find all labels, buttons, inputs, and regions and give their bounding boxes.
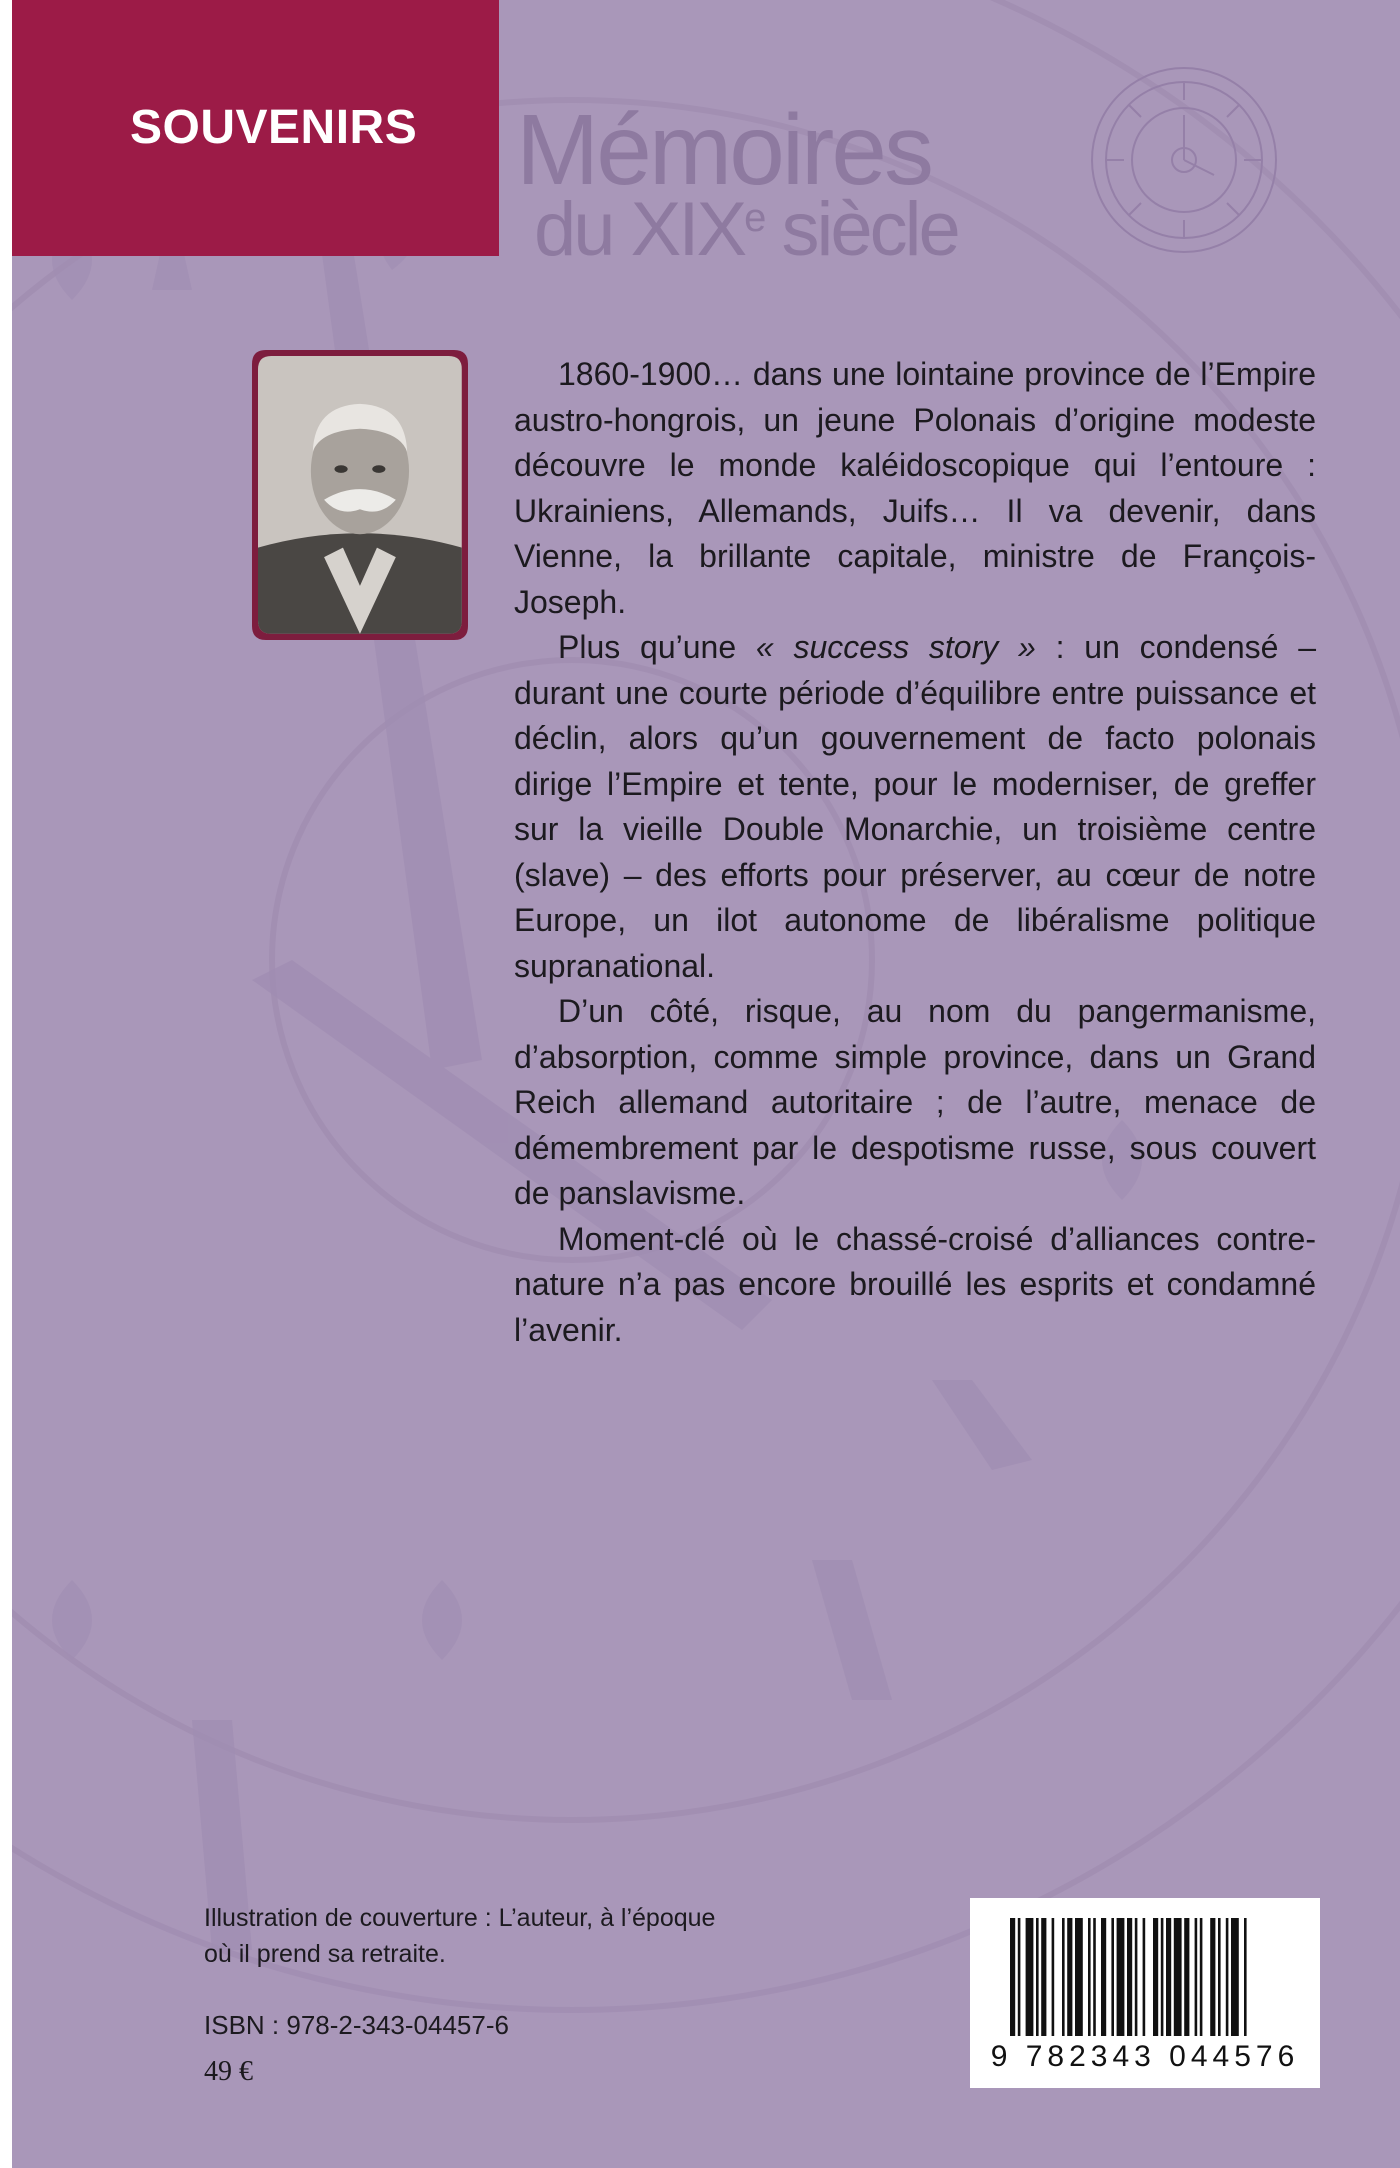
clock-face-icon [1084,60,1284,260]
blurb-paragraph-2 [514,625,1316,989]
price-text: 49 € [204,2056,253,2087]
series-title-siecle: siècle [763,187,958,272]
blurb-paragraph-4: Moment-clé où le chassé-croisé d’alliances contre-nature n’a pas encore brouillé les esprits et condamné l’avenir. [514,1220,1316,1348]
barcode [970,1898,1320,2088]
blurb-p2-start: Plus qu’une [558,629,756,665]
illustration-caption [204,1900,724,1972]
caption-line-1: Illustration de couverture : L’auteur, à l’époque [204,1904,716,1932]
series-badge [12,0,499,256]
page-edge [0,0,12,2168]
series-title-line1: Mémoires [516,94,931,206]
barcode-digits: 9 782343 044576 [990,2040,1300,2073]
isbn-text: ISBN : 978-2-343-04457-6 [204,2010,509,2040]
blurb-paragraph-3: D’un côté, risque, au nom du pangermanisme, d’absorption, comme simple province, dans un Grand Reich allemand autoritaire ; de l’autre, menace de démembrement par le despotisme russe, sous couvert de panslavisme. [514,993,1316,1211]
blurb-p2-italic: « success story » [755,629,1036,665]
caption-line-2: où il prend sa retraite. [204,1940,446,1968]
series-title-superscript: e [744,196,764,240]
series-title [516,94,958,272]
series-title-line2 [534,187,958,272]
blurb-paragraph-1: 1860-1900… dans une lointaine province de l’Empire austro-hongrois, un jeune Polonais d’origine modeste découvre le monde kaléidoscopique qui l’entoure : Ukrainiens, Allemands, Juifs… Il va devenir, dans Vienne, la brillante capitale, ministre de François-Joseph. [514,356,1316,620]
blurb-p2-end: : un condensé – durant une courte période d’équilibre entre puissance et déclin, alors qu’un gouvernement de facto polonais dirige l’Empire et tente, pour le moderniser, de greffer sur la vieille Double Monarchie, un troisième centre (slave) – des efforts pour préserver, au cœur de notre Europe, un ilot autonome de libéralisme politique supranational. [514,629,1317,984]
back-cover [12,0,1400,2168]
portrait-photo [252,350,468,640]
series-title-century: du XIX [534,187,745,272]
blurb-text [514,352,1316,1353]
series-badge-label: SOUVENIRS [130,101,418,154]
